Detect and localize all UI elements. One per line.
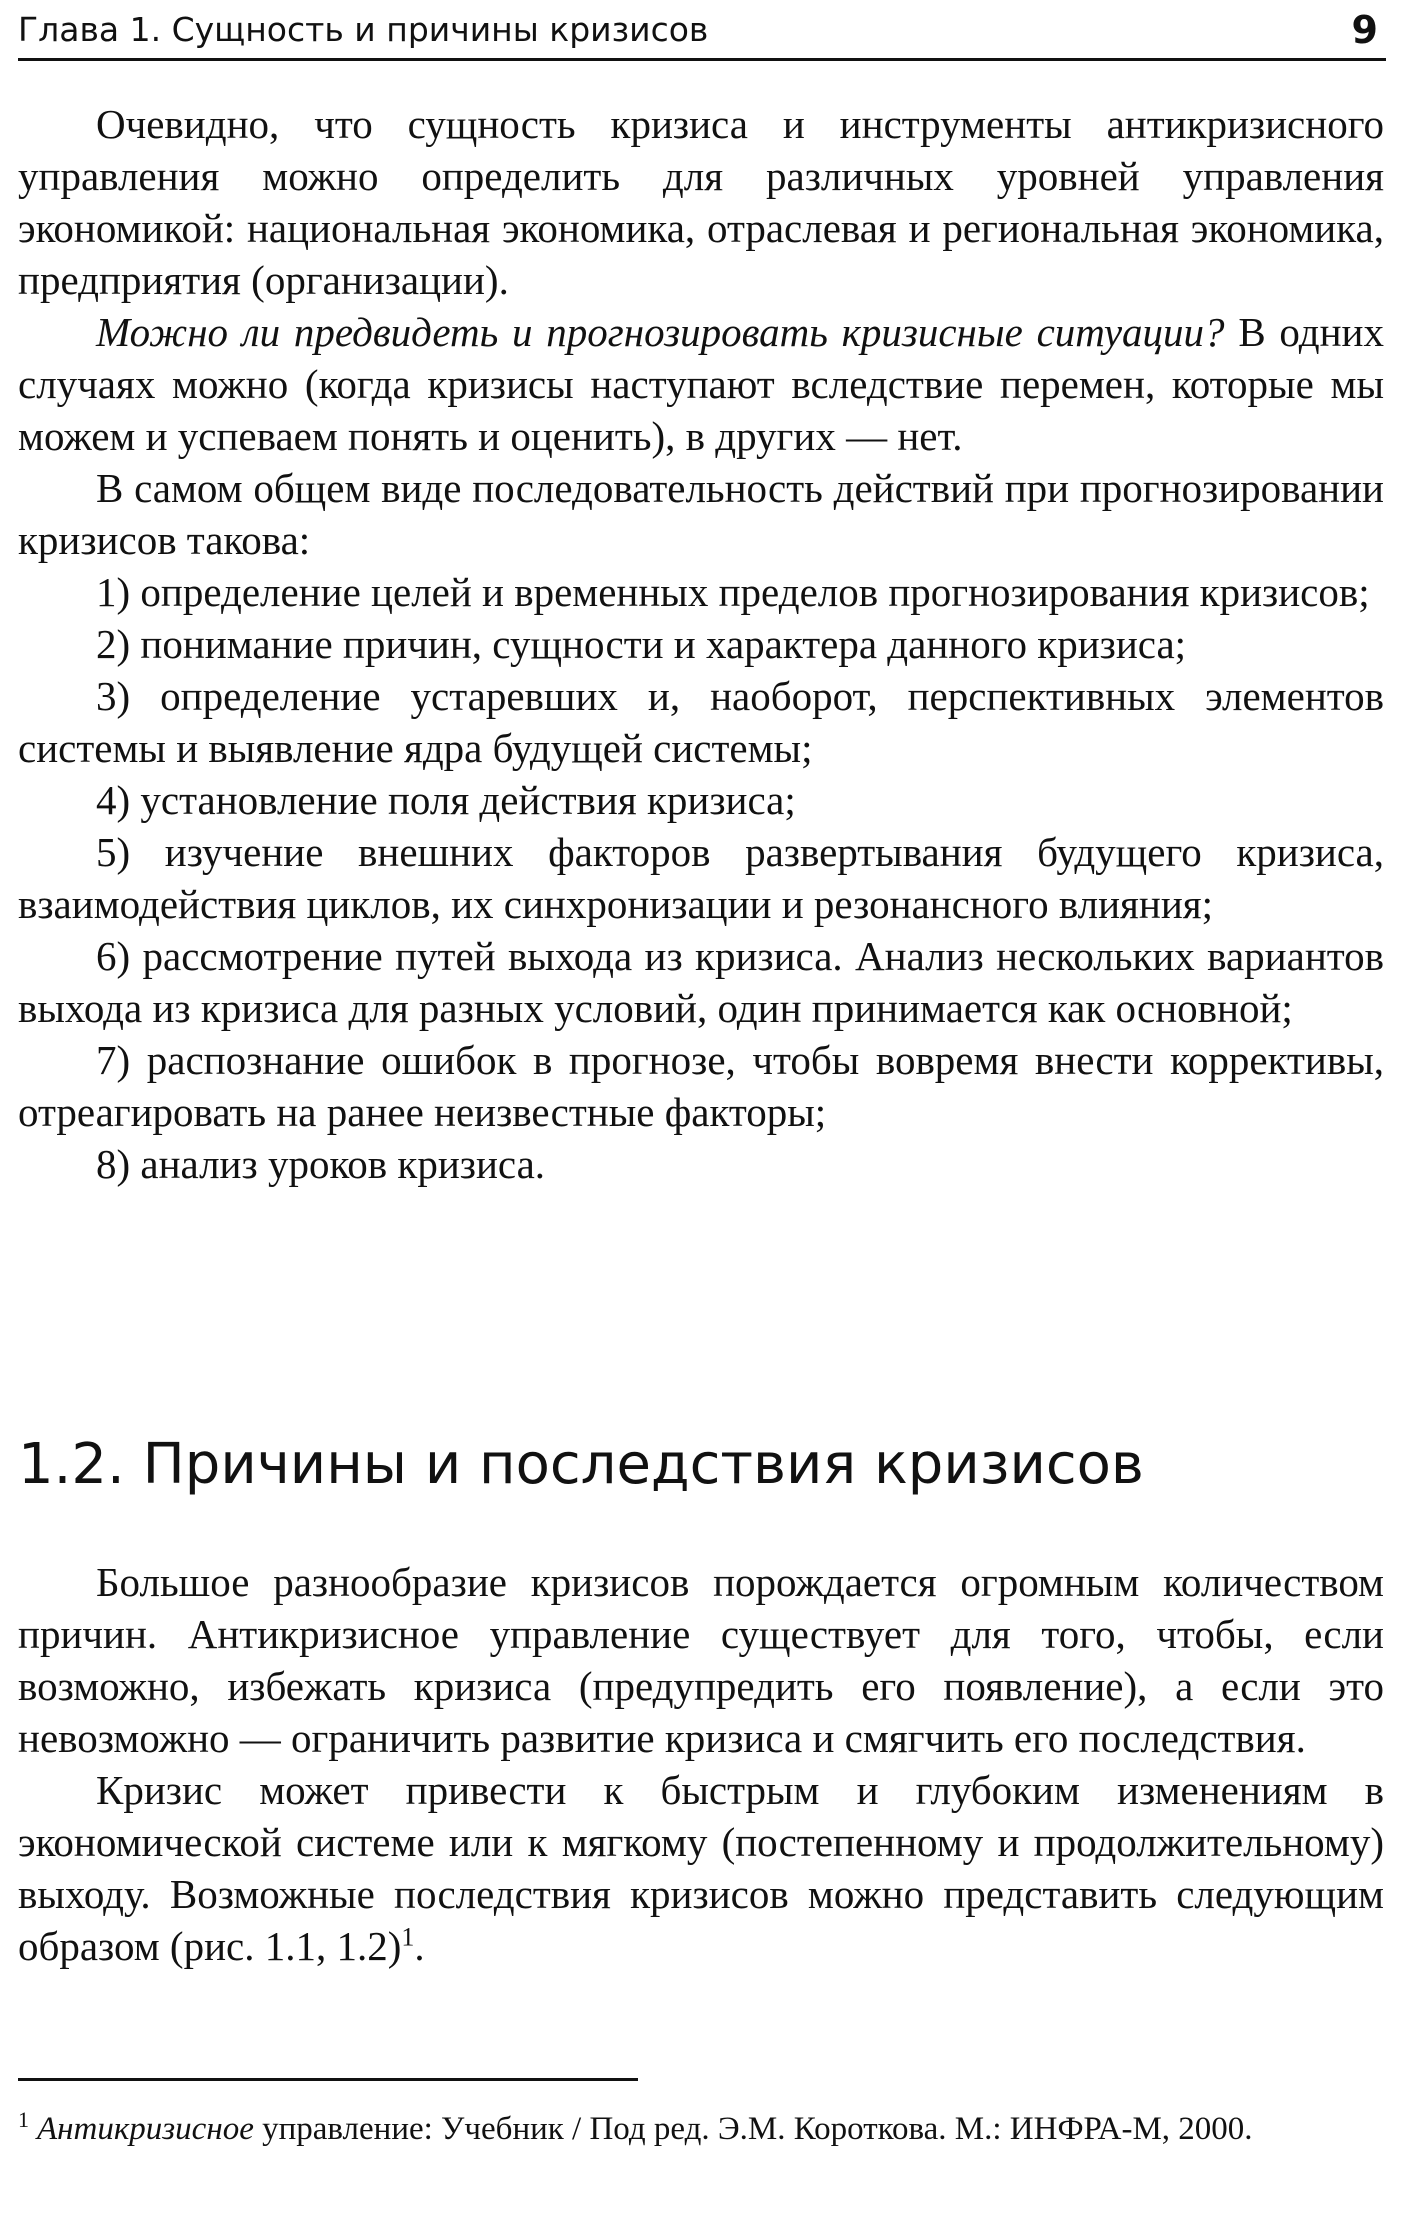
- footnote-text: управление: Учебник / Под ред. Э.М. Короткова. М.: ИНФРА-М, 2000.: [253, 2111, 1253, 2147]
- list-item: 4) установление поля действия кризиса;: [96, 777, 796, 823]
- list-item: 5) изучение внешних факторов развертывания будущего кризиса, взаимодействия циклов, их синхронизации и резонансного влияния;: [18, 829, 1384, 927]
- paragraph-with-footnote: Кризис может привести к быстрым и глубоким изменениям в экономической системе или к мягкому (постепенному и продолжительному) выходу. Возможные последствия кризисов можно представить следующим образом (рис. 1.1, 1.2)$^1$.: [18, 1767, 1384, 1969]
- paragraph-text: Кризис может привести к быстрым и глубоким изменениям в экономической системе или к мягкому (постепенному и продолжительному) выходу. Возможные последствия кризисов можно представить следующим образом (рис. 1.1, 1.2): [18, 1767, 1384, 1969]
- list-item: 6) рассмотрение путей выхода из кризиса. Анализ нескольких вариантов выхода из кризиса для разных условий, один принимается как основной;: [18, 933, 1384, 1031]
- page-number: 9: [1351, 8, 1378, 52]
- footnote: [18, 2098, 1384, 2151]
- list-item: 8) анализ уроков кризиса.: [96, 1141, 546, 1187]
- footnote-divider: [18, 2078, 638, 2081]
- chapter-title: Глава 1. Сущность и причины кризисов: [18, 10, 709, 49]
- italic-question: Можно ли предвидеть и прогнозировать кризисные ситуации?: [96, 309, 1225, 355]
- footnote-marker: 1: [18, 2107, 29, 2132]
- footnote-italic: Антикризисное: [37, 2111, 254, 2147]
- section-title: 1.2. Причины и последствия кризисов: [18, 1432, 1144, 1497]
- question-answer: В одних случаях можно (когда кризисы наступают вследствие перемен, которые мы можем и успеваем понять и оценить), в других — нет.: [18, 309, 1384, 459]
- footnote-reference[interactable]: 1: [401, 1922, 415, 1952]
- running-header: [18, 8, 1386, 61]
- list-item: 7) распознание ошибок в прогнозе, чтобы вовремя внести коррективы, отреагировать на ранее неизвестные факторы;: [18, 1037, 1384, 1135]
- paragraph: Очевидно, что сущность кризиса и инструменты антикризисного управления можно определить для различных уровней управления экономикой: национальная экономика, отраслевая и региональная экономика, предприятия (организации).: [18, 101, 1384, 303]
- list-item: 2) понимание причин, сущности и характера данного кризиса;: [96, 621, 1187, 667]
- section-1-text: [18, 98, 1384, 1190]
- forecast-steps-list: [18, 566, 1384, 1190]
- paragraph: Большое разнообразие кризисов порождается огромным количеством причин. Антикризисное управление существует для того, чтобы, если возможно, избежать кризиса (предупредить его появление), а если это невозможно — ограничить развитие кризиса и смягчить его последствия.: [18, 1559, 1384, 1761]
- question-paragraph: [18, 306, 1384, 462]
- paragraph: В самом общем виде последовательность действий при прогнозировании кризисов такова:: [18, 465, 1384, 563]
- list-item: 3) определение устаревших и, наоборот, перспективных элементов системы и выявление ядра будущей системы;: [18, 673, 1384, 771]
- list-item: 1) определение целей и временных пределов прогнозирования кризисов;: [96, 569, 1370, 615]
- section-2-text: [18, 1556, 1384, 1972]
